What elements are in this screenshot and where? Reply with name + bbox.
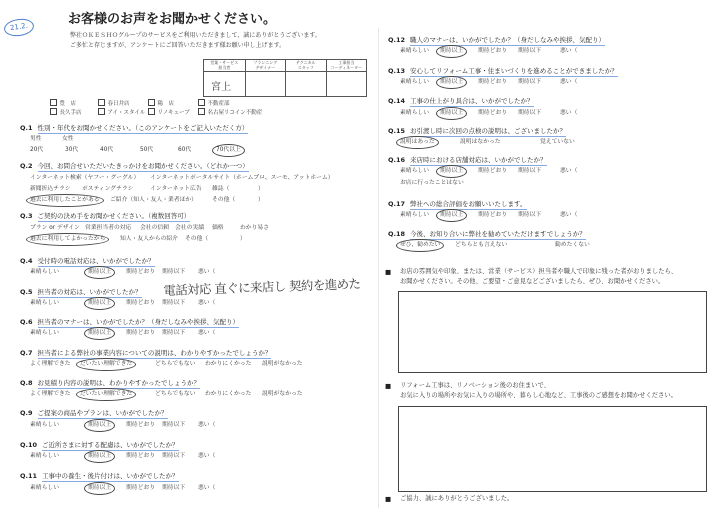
answer-option: 悪い（ [198, 300, 216, 306]
answer-option: 素晴らしい [30, 422, 59, 428]
staff-table [203, 59, 367, 97]
checkbox-icon [98, 99, 105, 106]
question-15 [388, 127, 566, 135]
answer-option: 期待どおり [126, 330, 155, 336]
answer-option: 期待以下 [162, 485, 186, 491]
answer-option-circled: 期待以上 [88, 300, 112, 306]
staff-cell-sales [204, 71, 245, 96]
answer-option: どちらとも言えない [455, 242, 508, 248]
intro-line-2: ご多忙と存じますが、アンケートにご回答いただきます様お願い申し上げます。 [70, 42, 286, 49]
staff-header-technical [285, 60, 326, 71]
answer-option: 30代 [65, 147, 79, 153]
answer-option: 悪い（ [198, 269, 216, 275]
answer-option: ） [258, 186, 264, 192]
question-number: Q.5 [20, 288, 33, 296]
answer-option: わかり易さ [240, 225, 269, 231]
comment-prompt-2-line-1: リフォーム工事は、リノベーション後のお住まいで、 [400, 382, 550, 389]
answer-option: 期待どおり [478, 48, 507, 54]
question-4 [20, 257, 155, 265]
answer-option: 期待以下 [518, 110, 542, 116]
answer-option-circled: ぜひ、勧めたい [400, 242, 441, 248]
answer-option: ） [240, 236, 246, 242]
answer-option: 期待以下 [162, 330, 186, 336]
thanks-message: ご協力、誠にありがとうございました。 [400, 495, 514, 502]
answer-option: 期待どおり [126, 422, 155, 428]
header-line: テクニカル [295, 60, 316, 65]
question-number: Q.9 [20, 409, 33, 417]
question-text: 職人のマナーは、いかがでしたか？（身だしなみや挨拶、気配り） [410, 36, 606, 44]
answer-option: 説明はなかった [460, 139, 501, 145]
store-label: リノキューブ [157, 110, 190, 116]
question-number: Q.10 [20, 441, 38, 449]
question-text: 担当者のマナーは、いかがでしたか？（身だしなみや挨拶、気配り） [37, 318, 240, 326]
store-option [50, 99, 76, 108]
store-option [148, 99, 174, 108]
answer-option: よく理解できた [30, 361, 71, 367]
answer-option: 期待どおり [478, 212, 507, 218]
header-line: 担当者 [218, 64, 231, 70]
answer-option: プラン or デザイン [30, 225, 80, 231]
question-11 [20, 472, 179, 480]
question-text: 工事の仕上がり具合は、いかがでしたか？ [410, 97, 534, 105]
store-option [198, 99, 230, 108]
answer-option: 期待以下 [518, 48, 542, 54]
checkbox-icon [198, 108, 205, 115]
thanks-bullet: ■ [385, 495, 392, 503]
store-option [98, 108, 145, 117]
question-12 [388, 36, 605, 44]
question-text: 今回、お問合せいただいたきっかけをお聞かせください。（どれか一つ） [37, 162, 249, 170]
answer-option: 期待どおり [478, 110, 507, 116]
answer-option-circled: 期待以上 [88, 485, 112, 491]
answer-option: 説明がなかった [262, 361, 303, 367]
answer-option-circled: だいたい理解できた [80, 391, 133, 397]
question-text: お引渡し時に次回の点検の説明は、ございましたか？ [410, 127, 567, 135]
staff-header-coordinator [326, 60, 367, 71]
answer-option: 素晴らしい [30, 485, 59, 491]
question-17 [388, 200, 527, 208]
answer-option: 素晴らしい [30, 453, 59, 459]
answer-option: 勧めたくない [555, 242, 590, 248]
answer-option: 素晴らしい [400, 110, 429, 116]
answer-option: インターネット広告 [150, 186, 202, 192]
comment-prompt-1-line-2: お聞かせください。その他、ご要望・ご意見などございましたら、ぜひ、お聞かせください。 [400, 278, 665, 285]
answer-option-circled: 期待以上 [88, 453, 112, 459]
answer-option: その他（ [185, 236, 209, 242]
answer-option: 会社の信頼 [140, 225, 169, 231]
answer-option: お店に行ったことはない [400, 180, 464, 186]
answer-option: ポスティングチラシ [82, 186, 134, 192]
answer-option-circled: 期待以上 [440, 79, 464, 85]
question-number: Q.8 [20, 379, 33, 387]
question-text: 来店時における店舗対応は、いかがでしたか？ [410, 156, 547, 164]
question-number: Q.17 [388, 200, 406, 208]
store-label: 長久手店 [59, 110, 82, 116]
answer-option: インターネットポータルサイト（ホームプロ、スーモ、アットホーム） [150, 175, 334, 181]
answer-option: わかりにくかった [205, 361, 252, 367]
answer-option-circled: 70代以上 [216, 147, 241, 153]
question-number: Q.1 [20, 124, 33, 132]
question-number: Q.4 [20, 257, 33, 265]
answer-option: 素晴らしい [400, 48, 429, 54]
question-number: Q.13 [388, 67, 406, 75]
answer-option: 期待どおり [126, 453, 155, 459]
store-option [148, 108, 190, 117]
comment-box-2 [398, 406, 707, 492]
question-text: ご提案の商品やプランは、いかがでしたか？ [37, 409, 168, 417]
answer-option: 期待以下 [162, 422, 186, 428]
answer-option-circled: 説明はあった [400, 139, 435, 145]
header-line: 工事担当 [338, 60, 355, 65]
answer-option: 男性 [30, 136, 42, 142]
answer-option: 女性 [62, 136, 74, 142]
answer-option: 素晴らしい [30, 300, 59, 306]
header-line: プランニング [253, 60, 278, 65]
answer-option: 説明がなかった [262, 391, 303, 397]
answer-option: 期待以下 [162, 300, 186, 306]
question-number: Q.15 [388, 127, 406, 135]
answer-option: 価格 [212, 225, 224, 231]
question-number: Q.3 [20, 212, 33, 220]
answer-option: 悪い（ [560, 48, 578, 54]
store-label: 名古屋リコイン不動産 [207, 110, 263, 116]
question-2 [20, 162, 249, 170]
answer-option: 60代 [178, 147, 192, 153]
question-text: 担当者による弊社の事業内容についての説明は、わかりやすかったでしょうか？ [37, 349, 272, 357]
question-5 [20, 288, 142, 296]
question-number: Q.12 [388, 36, 406, 44]
question-number: Q.7 [20, 349, 33, 357]
answer-option: ご紹介（知人・友人・業者ほか） [110, 197, 197, 203]
comment-prompt-1-line-1: お店の雰囲気や印象、または、営業（サービス）担当者や職人で印象に残った者がおりましたら、 [400, 268, 678, 275]
staff-table-body [204, 71, 366, 96]
question-text: 担当者の対応は、いかがでしたか？ [37, 288, 142, 296]
answer-option-circled: 期待以上 [440, 110, 464, 116]
answer-option-circled: 期待以上 [440, 48, 464, 54]
comment-box-1 [398, 291, 707, 373]
answer-option: 雑誌（ [212, 186, 230, 192]
answer-option-circled: 期待以上 [440, 168, 464, 174]
answer-option: 悪い（ [198, 453, 216, 459]
checkbox-icon [50, 99, 57, 106]
answer-option: 20代 [30, 147, 44, 153]
answer-option: 素晴らしい [30, 330, 59, 336]
store-option [98, 99, 130, 108]
staff-header-sales [204, 60, 245, 71]
answer-option: 期待どおり [126, 300, 155, 306]
answer-option-circled: 過去に利用してよかったから [30, 236, 106, 242]
answer-option-circled: 期待以上 [88, 422, 112, 428]
answer-option: 営業担当者の対応 [85, 225, 132, 231]
answer-option-circled: 期待以上 [88, 269, 112, 275]
answer-option: 悪い（ [560, 168, 578, 174]
comment-prompt-2-line-2: お気に入りの場所やお気に入りの場所や、暮らし心地など、工事後のご感想をお聞かせください。 [400, 392, 677, 399]
staff-cell-technical [285, 71, 326, 96]
store-label: 不動産部 [207, 101, 230, 107]
answer-option: 期待以下 [518, 212, 542, 218]
checkbox-icon [148, 108, 155, 115]
answer-option: 会社の実績 [175, 225, 204, 231]
question-7 [20, 349, 271, 357]
answer-option: 知人・友人からの紹介 [120, 236, 178, 242]
header-line: 営業・サービス [210, 60, 239, 65]
header-line: デザイナー [255, 64, 276, 70]
question-6 [20, 318, 239, 326]
question-13 [388, 67, 618, 75]
store-label: 豊 店 [59, 101, 77, 107]
answer-option: 悪い（ [560, 212, 578, 218]
header-line: スタッフ [297, 64, 314, 70]
answer-option: ） [258, 197, 264, 203]
question-text: お見積り内容の説明は、わかりやすかったでしょうか？ [37, 379, 201, 387]
question-10 [20, 441, 179, 449]
question-number: Q.2 [20, 162, 33, 170]
question-text: 弊社への総合評価をお願いいたします。 [410, 200, 527, 208]
answer-option: インターネット検索（ヤフー・グーグル） [30, 175, 140, 181]
staff-cell-designer [245, 71, 286, 96]
question-number: Q.16 [388, 156, 406, 164]
column-divider [378, 28, 379, 508]
question-number: Q.6 [20, 318, 33, 326]
question-text: ご近所さまに対する配慮は、いかがでしたか？ [42, 441, 179, 449]
answer-option: 素晴らしい [30, 269, 59, 275]
answer-option: 悪い（ [560, 79, 578, 85]
question-number: Q.14 [388, 97, 406, 105]
answer-option: 悪い（ [198, 330, 216, 336]
answer-option-circled: だいたい理解できた [80, 361, 133, 367]
answer-option: 新聞折込チラシ [30, 186, 71, 192]
question-16 [388, 156, 547, 164]
answer-option: 期待以下 [162, 269, 186, 275]
question-number: Q.11 [20, 472, 38, 480]
answer-option: 期待どおり [126, 269, 155, 275]
checkbox-icon [198, 99, 205, 106]
answer-option: 悪い（ [198, 485, 216, 491]
handwritten-remark: 電話対応 直ぐに来店し 契約を進めた [163, 276, 361, 298]
checkbox-icon [148, 99, 155, 106]
answer-option-circled: 期待以上 [440, 212, 464, 218]
answer-option: 50代 [140, 147, 154, 153]
store-label: 春日井店 [107, 101, 130, 107]
question-text: 今後、お知り合いに弊社を勧めていただけますでしょうか？ [410, 230, 586, 238]
staff-header-designer [245, 60, 286, 71]
question-1 [20, 124, 248, 132]
comment-bullet-2: ■ [385, 382, 392, 390]
question-9 [20, 409, 168, 417]
staff-table-header [204, 60, 366, 71]
store-option [198, 108, 262, 117]
store-option [50, 108, 82, 117]
answer-option: 期待どおり [478, 79, 507, 85]
answer-option: どちらでもない [155, 361, 196, 367]
header-line: コーディネーター [330, 64, 363, 70]
answer-option: 期待以下 [518, 79, 542, 85]
receipt-stamp: 21.2. [3, 17, 35, 38]
comment-bullet-1: ■ [385, 268, 392, 276]
answer-option: 素晴らしい [400, 79, 429, 85]
question-number: Q.18 [388, 230, 406, 238]
question-text: ご契約の決め手をお聞かせください。（複数回答可） [37, 212, 191, 220]
answer-option: わかりにくかった [205, 391, 252, 397]
answer-option-circled: 過去に利用したことがある [30, 197, 100, 203]
intro-line-1: 弊社ＯＫＥＳＨＯグループのサービスをご利用いただきまして、誠にありがとうございます。 [70, 32, 321, 39]
answer-option: 期待以下 [518, 168, 542, 174]
answer-option: 覚えていない [540, 139, 575, 145]
question-18 [388, 230, 586, 238]
answer-option: その他（ [212, 197, 236, 203]
question-text: 工事中の養生・後片付けは、いかがでしたか？ [42, 472, 179, 480]
answer-option: 期待どおり [126, 485, 155, 491]
answer-option: 期待どおり [478, 168, 507, 174]
answer-option: どちらでもない [155, 391, 196, 397]
answer-option: 素晴らしい [400, 168, 429, 174]
answer-option: 悪い（ [198, 422, 216, 428]
answer-option: 期待以下 [162, 453, 186, 459]
answer-option: よく理解できた [30, 391, 71, 397]
question-text: 性別・年代をお聞かせください。（このアンケートをご記入いただく方） [37, 124, 249, 132]
survey-title: お客様のお声をお聞かせください。 [68, 12, 277, 27]
question-14 [388, 97, 534, 105]
question-3 [20, 212, 190, 220]
question-text: 安心してリフォーム工事・住まいづくりを進めることができましたか？ [410, 67, 618, 75]
store-label: アイ・スタイル [107, 110, 146, 116]
answer-option: 悪い（ [560, 110, 578, 116]
question-8 [20, 379, 200, 387]
question-text: 受付時の電話対応は、いかがでしたか？ [37, 257, 155, 265]
staff-cell-coordinator [326, 71, 367, 96]
checkbox-icon [98, 108, 105, 115]
checkbox-icon [50, 108, 57, 115]
store-label: 陽 店 [157, 101, 175, 107]
answer-option: 素晴らしい [400, 212, 429, 218]
sales-staff-name: 宮上 [211, 82, 231, 93]
answer-option: 40代 [100, 147, 114, 153]
answer-option-circled: 期待以上 [88, 330, 112, 336]
